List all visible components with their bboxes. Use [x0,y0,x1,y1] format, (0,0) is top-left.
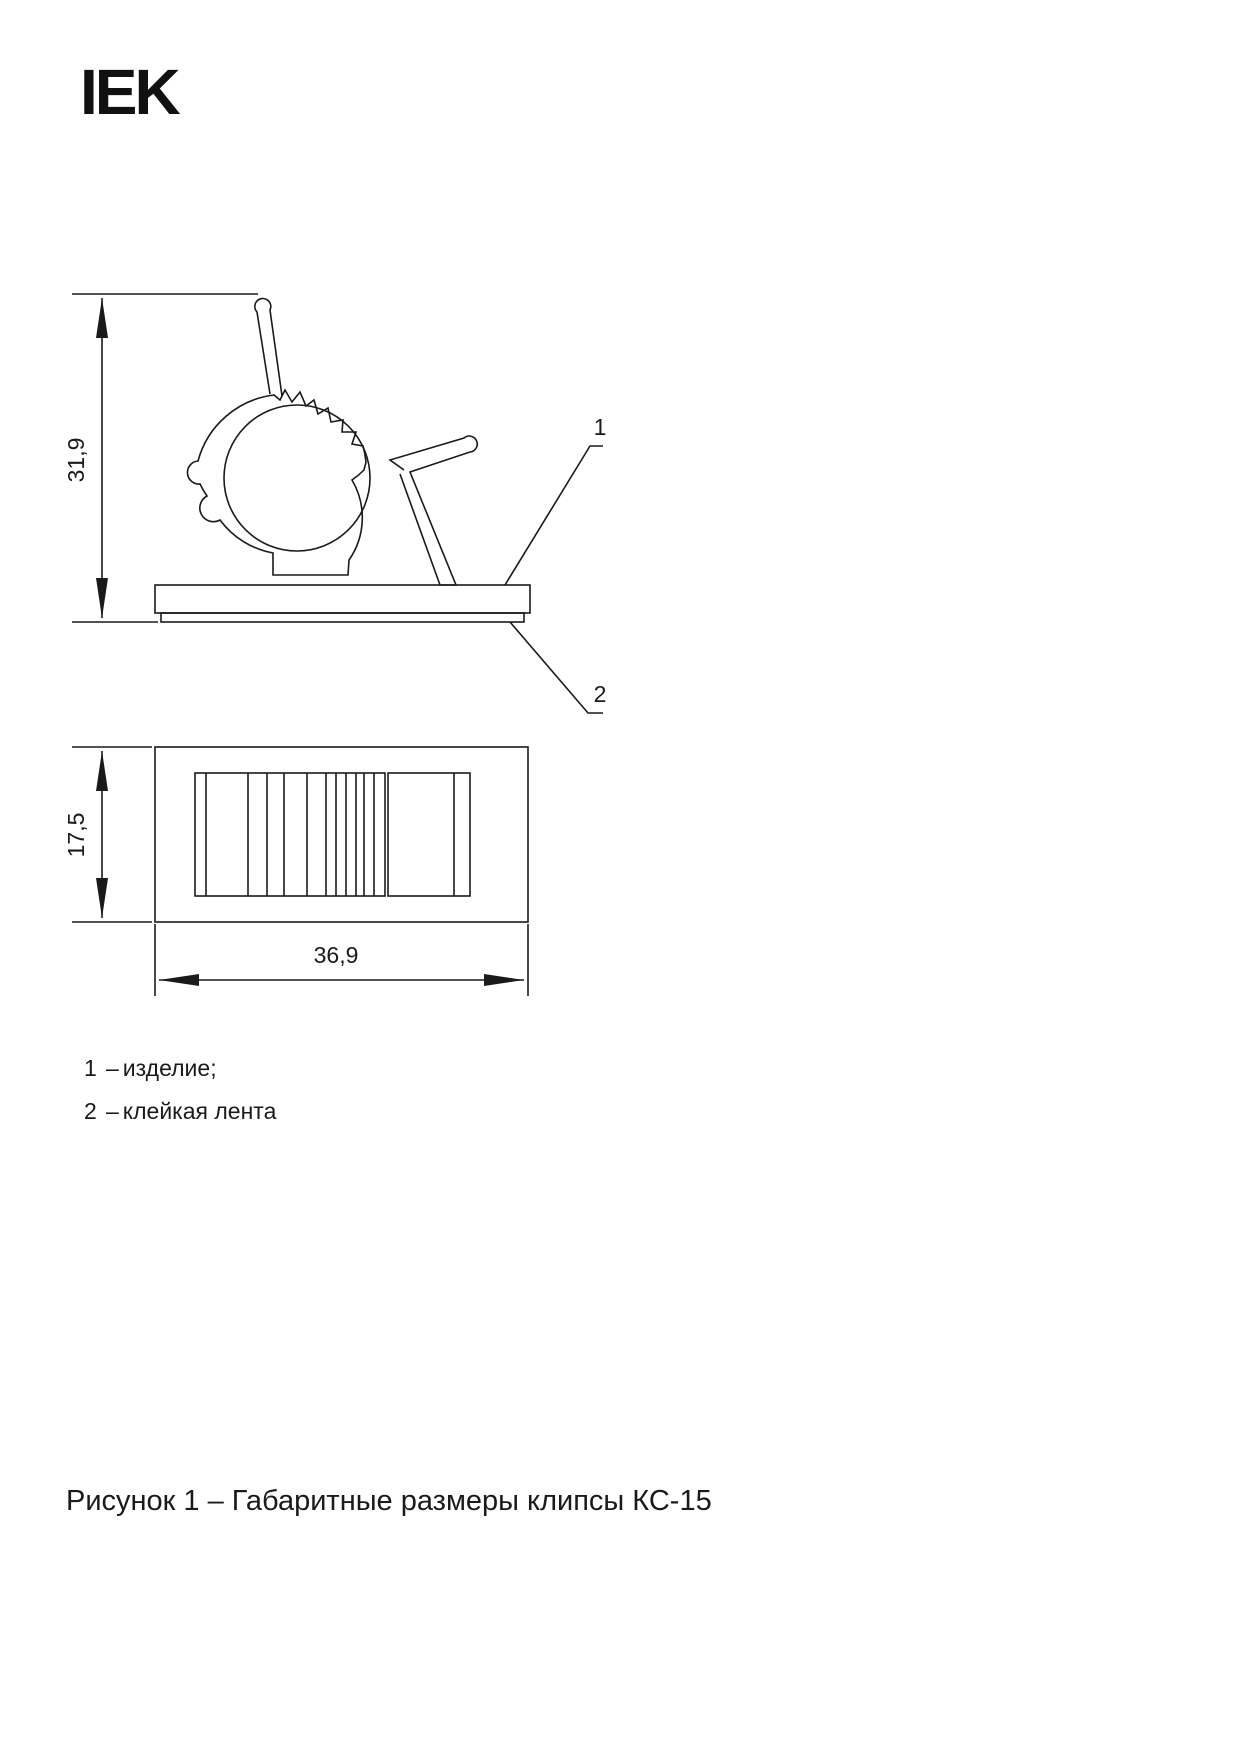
iek-logo [80,56,180,128]
clip-latch-arm [255,298,282,396]
legend-item-number: 2 [84,1098,97,1124]
callout-label-1: 1 [593,414,607,440]
callout-label-2: 2 [593,681,607,707]
logo-text: IEK [80,56,178,128]
leader-line-2 [510,622,603,713]
top-view [72,747,528,996]
side-view [72,294,603,713]
legend-item-text: изделие; [122,1055,217,1081]
legend-item-dash: – [106,1098,119,1124]
clip-t-arm [390,436,477,585]
figure-caption: Рисунок 1 – Габаритные размеры клипсы КС-15 [66,1485,712,1517]
adhesive-tape [161,613,524,622]
leader-line-1 [505,446,603,585]
dimension-label-height-side: 31,9 [63,437,89,483]
legend-item-2 [84,1100,276,1123]
top-rib-block-right [388,773,470,896]
legend-item-number: 1 [84,1055,97,1081]
legend-item-dash: – [106,1055,119,1081]
dimension-label-height-top: 17,5 [63,812,89,858]
dimension-label-width-top: 36,9 [313,942,359,968]
legend-item-1 [84,1057,217,1080]
clip-ring-inner [224,405,370,551]
legend-item-text: клейкая лента [122,1098,277,1124]
base-plate [155,585,530,613]
